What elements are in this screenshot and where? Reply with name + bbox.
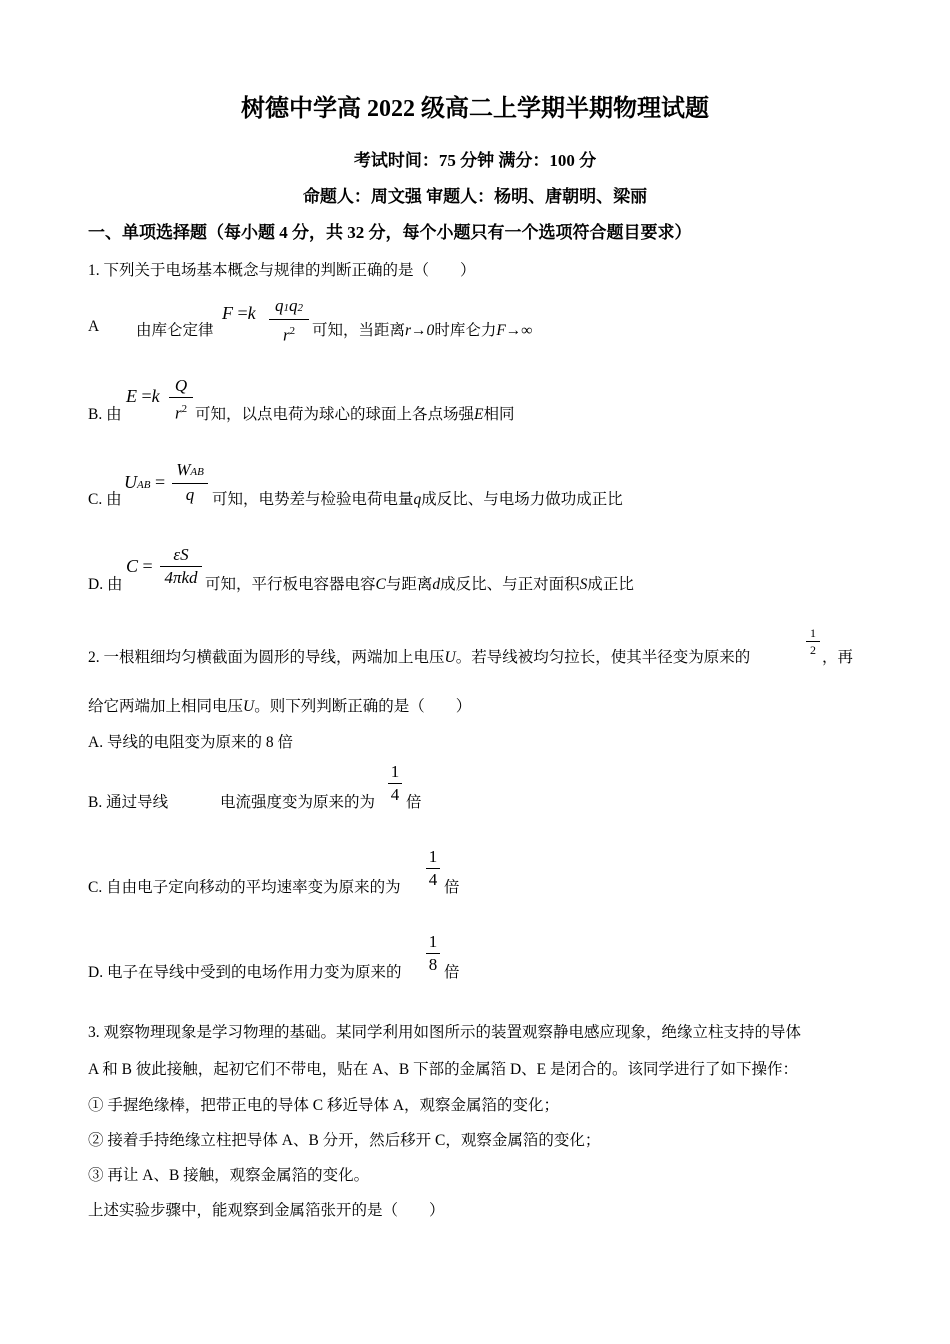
q1-option-b-post: 可知，以点电荷为球心的球面上各点场强E相同	[195, 406, 515, 423]
q2-stem-tail: ，再	[822, 649, 854, 666]
q3-line1: 3. 观察物理现象是学习物理的基础。某同学利用如图所示的装置观察静电感应现象，绝缘立柱支持的导体	[88, 1024, 802, 1041]
q2-stem-line1: 2. 一根粗细均匀横截面为圆形的导线，两端加上电压U。若导线被均匀拉长，使其半径变为原来的	[88, 649, 751, 666]
q2-option-c-post: 倍	[444, 879, 460, 896]
q2-option-b-mid: 电流强度变为原来的为	[220, 794, 376, 811]
q3-line2: A 和 B 彼此接触，起初它们不带电，贴在 A、B 下部的金属箔 D、E 是闭合的。该同学进行了如下操作：	[88, 1061, 798, 1078]
exam-info: 考试时间：75 分钟 满分：100 分	[353, 151, 597, 170]
formula-voltage-lhs: UAB =	[124, 472, 166, 492]
q1-option-d-pre: D. 由	[88, 576, 123, 593]
q1-option-a-pre: 由库仑定律	[136, 322, 214, 339]
fraction-one-quarter-b: 1 4	[388, 762, 402, 805]
formula-field-frac: Q $r^2$	[169, 376, 193, 424]
section-heading: 一、单项选择题（每小题 4 分，共 32 分，每个小题只有一个选项符合题目要求）	[88, 223, 692, 242]
q1-option-c-pre: C. 由	[88, 491, 122, 508]
q1-stem: 1. 下列关于电场基本概念与规律的判断正确的是（ ）	[88, 262, 476, 279]
q2-stem-line2: 给它两端加上相同电压U。则下列判断正确的是（ ）	[88, 698, 472, 715]
formula-coulomb-lhs: F =k	[222, 303, 256, 323]
q1-option-d-post: 可知，平行板电容器电容C与距离d成反比、与正对面积S成正比	[205, 576, 634, 593]
q3-step1: ① 手握绝缘棒，把带正电的导体 C 移近导体 A，观察金属箔的变化；	[88, 1097, 560, 1114]
q1-option-a-label: A	[88, 318, 100, 335]
q3-question: 上述实验步骤中，能观察到金属箔张开的是（ ）	[88, 1202, 445, 1219]
authors: 命题人：周文强 审题人：杨明、唐朝明、梁丽	[302, 187, 648, 206]
page-title: 树德中学高 2022 级高二上学期半期物理试题	[241, 96, 709, 122]
formula-voltage-frac: WAB q	[172, 460, 208, 505]
formula-coulomb-frac: q1q2 $r^2$	[269, 296, 309, 346]
q2-option-b-post: 倍	[406, 794, 422, 811]
q2-option-c-pre: C. 自由电子定向移动的平均速率变为原来的为	[88, 879, 401, 896]
q2-option-d-pre: D. 电子在导线中受到的电场作用力变为原来的	[88, 964, 402, 981]
q2-option-d-post: 倍	[444, 964, 460, 981]
q2-option-b-pre: B. 通过导线	[88, 794, 169, 811]
fraction-one-half: 1 2	[806, 626, 820, 657]
q3-step3: ③ 再让 A、B 接触，观察金属箔的变化。	[88, 1167, 370, 1184]
q3-step2: ② 接着手持绝缘立柱把导体 A、B 分开，然后移开 C，观察金属箔的变化；	[88, 1132, 601, 1149]
formula-capacitor-frac: εS 4πkd	[160, 545, 202, 588]
q1-option-b-pre: B. 由	[88, 406, 122, 423]
fraction-one-eighth: 1 8	[426, 932, 440, 975]
fraction-one-quarter-c: 1 4	[426, 847, 440, 890]
formula-field-lhs: E =k	[126, 386, 160, 406]
q2-option-a: A. 导线的电阻变为原来的 8 倍	[88, 734, 293, 751]
formula-capacitor-lhs: C =	[126, 556, 153, 576]
q1-option-c-post: 可知，电势差与检验电荷电量q成反比、与电场力做功成正比	[212, 491, 623, 508]
q1-option-a-post: 可知，当距离r→0时库仑力F→∞	[312, 322, 533, 339]
